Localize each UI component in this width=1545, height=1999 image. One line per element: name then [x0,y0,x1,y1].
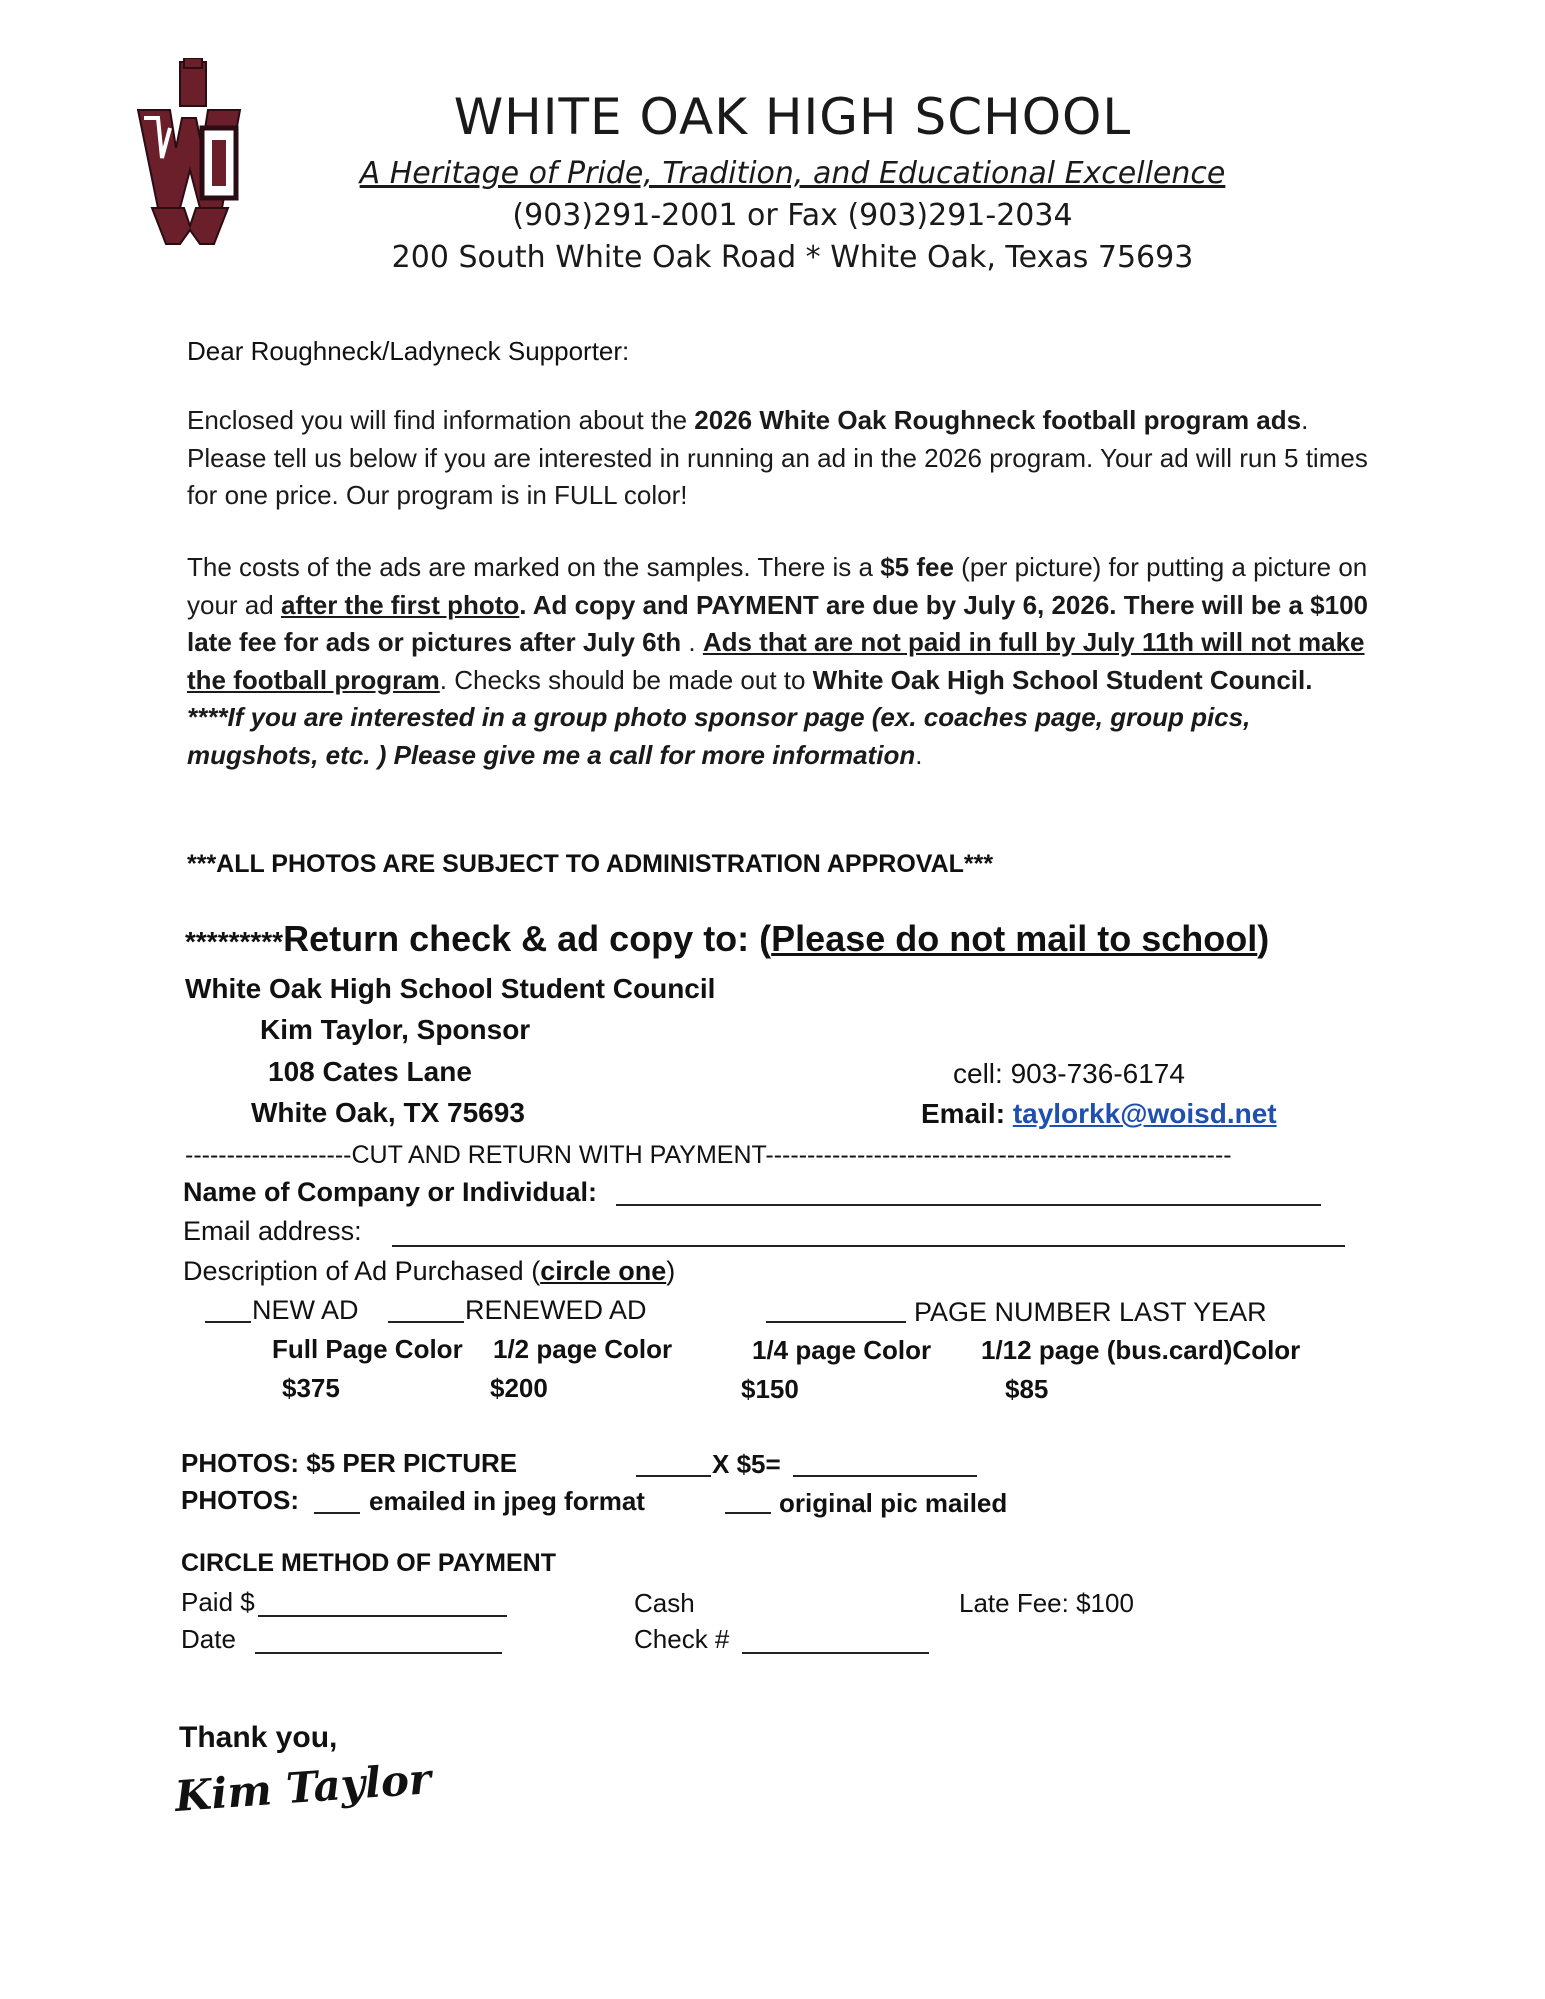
photo-total-field[interactable] [793,1475,977,1477]
emailed-jpeg-option: emailed in jpeg format [369,1486,645,1516]
paragraph-costs [187,549,1377,774]
intro-bold-text: 2026 White Oak Roughneck football program ads [694,405,1302,435]
new-ad-option[interactable]: NEW AD [252,1295,359,1325]
checks-text: . Checks should be made out to [439,664,813,695]
email-address-label: Email address: [183,1216,362,1246]
ad-size-business-card[interactable]: 1/12 page (bus.card)Color [981,1335,1301,1365]
photos-multiplier: X $5= [712,1449,781,1479]
return-org: White Oak High School Student Council [185,973,716,1004]
paid-label[interactable]: Paid $ [181,1587,255,1617]
payment-heading: CIRCLE METHOD OF PAYMENT [181,1549,557,1577]
cut-line: --------------------CUT AND RETURN WITH PAYMENT-------------------------------------------------------- [185,1141,1232,1169]
price-business-card: $85 [1005,1374,1049,1404]
contact-cell: cell: 903-736-6174 [953,1058,1185,1089]
return-city: White Oak, TX 75693 [251,1097,525,1128]
ad-size-full[interactable]: Full Page Color [272,1334,463,1364]
signature: Kim Taylor [173,1754,433,1821]
costs-text: The costs of the ads are marked on the samples. There is a [187,552,881,582]
renewed-ad-blank[interactable] [388,1321,464,1323]
return-street: 108 Cates Lane [268,1056,472,1087]
description-text: Description of Ad Purchased ( [183,1256,541,1286]
photo-count-field[interactable] [636,1475,711,1477]
page-number-label: PAGE NUMBER LAST YEAR [914,1297,1267,1327]
salutation: Dear Roughneck/Ladyneck Supporter: [187,336,630,366]
description-label [183,1256,675,1287]
phone-fax: (903)291-2001 or Fax (903)291-2034 [512,198,1073,233]
email-link[interactable]: taylorkk@woisd.net [1012,1098,1277,1129]
description-close: ) [666,1256,676,1286]
cash-option[interactable]: Cash [634,1588,695,1618]
new-ad-blank[interactable] [205,1321,251,1323]
circle-one-note: circle one [540,1256,667,1286]
date-label: Date [181,1624,236,1654]
check-option[interactable]: Check # [634,1624,730,1654]
not-paid-warning: Ads that are not paid in full by July 11th will not make the football program [187,627,1365,695]
closing-thanks: Thank you, [179,1721,338,1754]
school-address: 200 South White Oak Road * White Oak, Texas 75693 [391,240,1194,275]
payee-name: White Oak High School Student Council. [812,664,1313,695]
page-number-field[interactable] [766,1321,906,1323]
paragraph-intro [187,402,1377,515]
contact-email [921,1098,1277,1130]
original-mailed-option: original pic mailed [779,1488,1008,1518]
return-contact: Kim Taylor, Sponsor [260,1014,531,1045]
price-half: $200 [490,1373,548,1403]
intro-text-end: . Please tell us below if you are interested in running an ad in the 2026 program. Your ad will run 5 times for one price. Our program is in FULL color! [187,405,1368,510]
costs-sep: . [681,627,703,657]
intro-text: Enclosed you will find information about the [187,405,695,435]
ad-size-quarter[interactable]: 1/4 page Color [752,1335,932,1365]
heading-close: ) [1257,918,1270,959]
late-fee: Late Fee: $100 [959,1588,1134,1618]
school-motto: A Heritage of Pride, Tradition, and Educational Excellence [359,156,1226,191]
date-field[interactable] [255,1652,502,1654]
renewed-ad-option[interactable]: RENEWED AD [465,1295,647,1325]
email-address-field[interactable] [392,1245,1345,1247]
photos-price-label: PHOTOS: $5 PER PICTURE [181,1448,518,1478]
fee-amount: $5 fee [880,552,954,582]
school-name: WHITE OAK HIGH SCHOOL [453,88,1132,146]
price-quarter: $150 [741,1374,799,1404]
ad-size-half[interactable]: 1/2 page Color [493,1334,673,1364]
price-full: $375 [282,1373,340,1403]
emailed-jpeg-blank[interactable] [314,1512,360,1514]
email-label: Email: [921,1098,1013,1129]
paid-amount-field[interactable] [258,1615,507,1617]
photos-format-label: PHOTOS: [181,1485,299,1515]
after-first-photo: after the first photo [280,589,520,620]
approval-note: ***ALL PHOTOS ARE SUBJECT TO ADMINISTRATION APPROVAL*** [187,850,994,878]
costs-text-2: (per picture) for putting a picture on your ad [187,552,1368,620]
check-number-field[interactable] [742,1652,929,1654]
return-heading [185,918,1269,960]
original-mailed-blank[interactable] [725,1512,771,1514]
company-label: Name of Company or Individual: [183,1177,598,1207]
company-field[interactable] [616,1204,1321,1206]
do-not-mail-note: Please do not mail to school [771,918,1258,959]
group-photo-note: ****If you are interested in a group photo sponsor page (ex. coaches page, group pics, mugshots, etc. ) Please give me a call for more information [187,702,1251,770]
group-photo-period: . [915,739,923,770]
due-date-text: . Ad copy and PAYMENT are due by July 6, 2026. There will be a $100 late fee for ads or pictures after July 6th [187,589,1368,657]
heading-stars: ********* [185,926,284,957]
heading-text: Return check & ad copy to: ( [283,918,772,959]
